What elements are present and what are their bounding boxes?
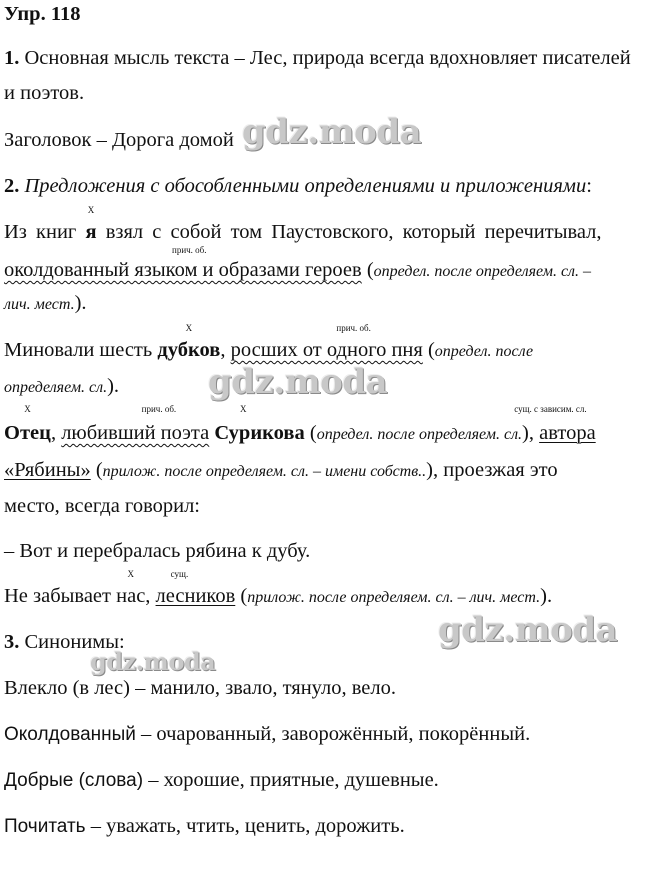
sentence-2-line2: определяем. сл.). [4,375,120,397]
task1-line2: и поэтов. [4,82,85,104]
task2-heading-text: Предложения с обособленными определениями и приложениями [19,175,587,197]
apposition-ryabiny: «Рябины» [4,459,91,481]
task2-number: 2. [4,175,20,197]
watermark-logo: gdz.moda [242,112,422,152]
synonyms-line-1: Влекло (в лес) – манило, звало, тянуло, вело. [4,677,397,699]
sentence-3-line2: «Рябины» (прилож. после определяем. сл. – имени собств..), проезжая это [4,459,558,481]
noun-surikova: Х Сурикова [214,404,305,444]
subject-mark: Х [87,205,95,215]
participial-phrase: околдованный языком и образами героев [4,259,362,281]
task2-heading: 2. Предложения с обособленными определениями и приложениями: [4,175,592,197]
sentence-3-line1: Х Отец, прич. об. любивший поэта Х Сурикова (определ. после определяем. сл.), сущ. с зависим. сл. автора [4,404,596,444]
task1-line1 [4,48,631,69]
sentence-5: Не забывает Х нас, сущ. лесников (прилож. после определяем. сл. – лич. мест.). [4,569,553,607]
watermark-logo: gdz.moda [90,647,216,676]
task3-number: 3. [4,631,20,653]
task1-heading-text: Заголовок – Дорога домой [4,129,234,151]
sentence-1-line3: лич. мест.). [4,292,87,314]
pronoun-ya: Х я [85,205,97,243]
noun-dubkov: Х дубков [157,323,221,361]
watermark-logo: gdz.moda [208,362,388,402]
note: определ. после определяем. сл. – [373,263,592,280]
task3-heading-text: Синонимы: [19,631,125,653]
watermark-logo: gdz.moda [438,610,618,650]
sentence-2-line1: Миновали шесть Х дубков, прич. об. росших от одного пня (определ. после [4,323,534,361]
sentence-3-line3: место, всегда говорил: [4,495,201,517]
apposition-lesnikov: сущ. лесников [155,569,236,607]
participle-mark: прич. об. [172,245,207,255]
main-idea-text: Основная мысль текста – Лес, природа всегда вдохновляет писателей [19,47,631,69]
apposition-avtora: сущ. с зависим. сл. автора [514,404,596,444]
participial-phrase: прич. об. любивший поэта [61,404,210,444]
synonyms-line-4: Почитать – уважать, чтить, ценить, дорожить. [4,815,405,837]
task1-number: 1. [4,47,20,69]
synonyms-line-2: Околдованный – очарованный, заворожённый, покорённый. [4,723,531,745]
synonyms-line-3: Добрые (слова) – хорошие, приятные, душевные. [4,769,439,791]
sentence-1-line2: прич. об. околдованный языком и образами героев (определ. после определяем. сл. – [4,245,592,281]
noun-otets: Х Отец [4,404,51,444]
pronoun-nas: Х нас [116,569,146,607]
sentence-4: – Вот и перебралась рябина к дубу. [4,540,311,562]
sentence-1-line1: Из книг Х я взял с собой том Паустовского, который перечитывал, [4,205,602,243]
page-title: Упр. 118 [4,3,81,25]
participial-phrase: прич. об. росших от одного пня [230,323,423,361]
